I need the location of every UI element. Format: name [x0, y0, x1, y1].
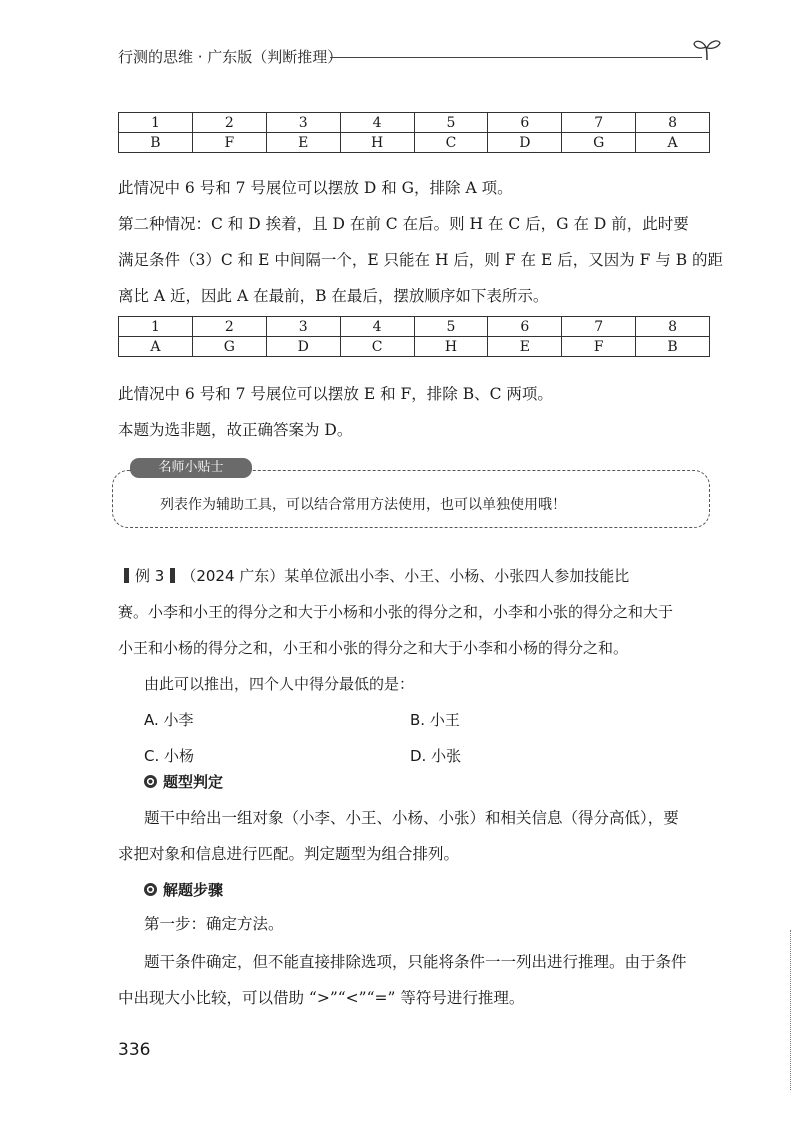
table-cell: B: [119, 133, 193, 153]
tip-badge: 名师小贴士: [130, 458, 252, 478]
table-row-positions: [119, 113, 710, 133]
answer-line: 本题为选非题，故正确答案为 D。: [118, 421, 353, 439]
example-label: 例 3: [135, 567, 165, 585]
table-cell: F: [192, 133, 266, 153]
table-cell: 1: [119, 317, 193, 337]
table-cell: 7: [562, 317, 636, 337]
table-cell: 3: [266, 317, 340, 337]
type-paragraph-line1: 题干中给出一组对象（小李、小王、小杨、小张）和相关信息（得分高低），要: [144, 809, 679, 827]
table-cell: 1: [119, 113, 193, 133]
table-cell: 3: [266, 113, 340, 133]
section-title: 解题步骤: [163, 881, 224, 899]
example-line2: 赛。小李和小王的得分之和大于小杨和小张的得分之和，小李和小张的得分之和大于: [118, 603, 674, 621]
arrangement-table-2: [118, 316, 710, 357]
table-cell: 4: [340, 113, 414, 133]
example-question: 由此可以推出，四个人中得分最低的是：: [144, 675, 415, 693]
section-heading-type: [144, 772, 744, 792]
table-row-items: [119, 133, 710, 153]
section-title: 题型判定: [163, 773, 224, 791]
table-cell: 4: [340, 317, 414, 337]
seal-icon: [144, 775, 157, 788]
table-cell: 5: [414, 317, 488, 337]
table-cell: E: [488, 337, 562, 357]
steps-paragraph-line2: 中出现大小比较，可以借助 “>”“<”“=” 等符号进行推理。: [118, 989, 525, 1007]
example-line1: [118, 566, 718, 586]
steps-paragraph-line1: 题干条件确定，但不能直接排除选项，只能将条件一一列出进行推理。由于条件: [144, 953, 687, 971]
case2-paragraph-line1: 第二种情况：C 和 D 挨着，且 D 在前 C 在后。则 H 在 C 后，G 在 D 前，此时要: [118, 215, 689, 233]
table-cell: G: [562, 133, 636, 153]
header-rule: [330, 57, 702, 58]
scan-edge-marks: [790, 930, 793, 1090]
running-header: [118, 44, 718, 68]
bracket-mark-icon: [170, 568, 175, 583]
bracket-mark-icon: [124, 568, 129, 583]
table-cell: 8: [636, 317, 710, 337]
table-cell: B: [636, 337, 710, 357]
table-cell: A: [636, 133, 710, 153]
table-cell: G: [192, 337, 266, 357]
tip-text: 列表作为辅助工具，可以结合常用方法使用，也可以单独使用哦！: [160, 497, 566, 513]
case2-paragraph-line2: 满足条件（3）C 和 E 中间隔一个，E 只能在 H 后，则 F 在 E 后，又因为 F 与 B 的距: [118, 251, 724, 269]
type-paragraph-line2: 求把对象和信息进行匹配。判定题型为组合排列。: [118, 845, 460, 863]
option-c: C. 小杨: [144, 747, 195, 765]
page-number: 336: [118, 1040, 151, 1060]
example-intro: （2024 广东）某单位派出小李、小王、小杨、小张四人参加技能比: [181, 567, 630, 585]
table-cell: C: [340, 337, 414, 357]
arrangement-table-1: [118, 112, 710, 153]
table-cell: A: [119, 337, 193, 357]
table-cell: D: [266, 337, 340, 357]
table-cell: H: [340, 133, 414, 153]
case1-result: 此情况中 6 号和 7 号展位可以摆放 D 和 G，排除 A 项。: [118, 179, 513, 197]
table-cell: 6: [488, 317, 562, 337]
step1-line: 第一步：确定方法。: [144, 915, 284, 933]
case2-result: 此情况中 6 号和 7 号展位可以摆放 E 和 F，排除 B、C 两项。: [118, 385, 553, 403]
option-d: D. 小张: [410, 747, 462, 765]
table-cell: E: [266, 133, 340, 153]
option-a: A. 小李: [144, 711, 194, 729]
table-row-items: [119, 337, 710, 357]
table-cell: F: [562, 337, 636, 357]
section-heading-steps: [144, 880, 744, 900]
example-line3: 小王和小杨的得分之和，小王和小张的得分之和大于小李和小杨的得分之和。: [118, 639, 629, 657]
table-cell: 6: [488, 113, 562, 133]
book-title: 行测的思维 · 广东版（判断推理）: [118, 48, 343, 66]
table-cell: D: [488, 133, 562, 153]
table-cell: 5: [414, 113, 488, 133]
table-cell: 8: [636, 113, 710, 133]
case2-paragraph-line3: 离比 A 近，因此 A 在最前，B 在最后，摆放顺序如下表所示。: [118, 287, 549, 305]
table-cell: C: [414, 133, 488, 153]
table-row-positions: [119, 317, 710, 337]
table-cell: 2: [192, 113, 266, 133]
table-cell: 7: [562, 113, 636, 133]
seal-icon: [144, 883, 157, 896]
table-cell: 2: [192, 317, 266, 337]
sprout-icon: [692, 36, 722, 62]
option-b: B. 小王: [410, 711, 460, 729]
table-cell: H: [414, 337, 488, 357]
